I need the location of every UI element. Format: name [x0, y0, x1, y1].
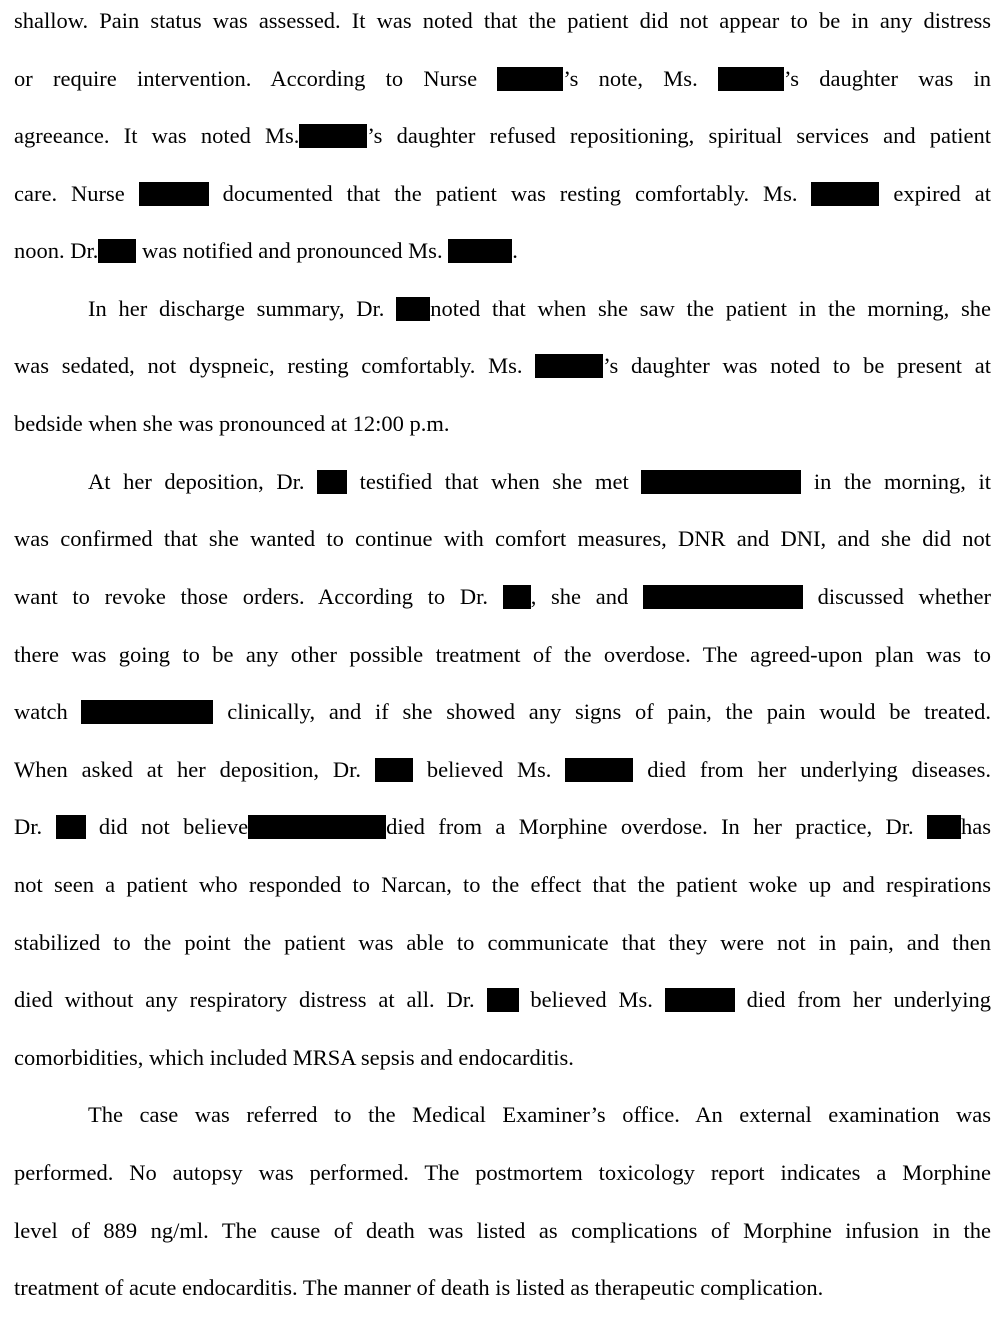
text-line: [88, 294, 991, 324]
line-text: level of 889 ng/ml. The cause of death was listed as complications of Morphine infusion in the: [14, 1218, 991, 1243]
redaction-box: [665, 988, 735, 1012]
line-text: documented that the patient was resting comfortably. Ms.: [208, 181, 812, 206]
line-text: discussed whether: [802, 584, 991, 609]
line-text: comorbidities, which included MRSA sepsis and endocarditis.: [14, 1045, 574, 1070]
line-text: watch: [14, 699, 82, 724]
text-line: [14, 1273, 991, 1303]
text-line: [14, 755, 991, 785]
line-text: was confirmed that she wanted to continue with comfort measures, DNR and DNI, and she did not: [14, 526, 991, 551]
line-text: .: [512, 238, 518, 263]
line-text: The case was referred to the Medical Examiner’s office. An external examination was: [88, 1102, 991, 1127]
line-text: in the morning, it: [801, 469, 991, 494]
text-line: [14, 1158, 991, 1188]
line-text: treatment of acute endocarditis. The manner of death is listed as therapeutic complication.: [14, 1275, 824, 1300]
line-text: performed. No autopsy was performed. The postmortem toxicology report indicates a Morphine: [14, 1160, 991, 1185]
line-text: stabilized to the point the patient was able to communicate that they were not in pain, and then: [14, 930, 991, 955]
text-line: [14, 121, 991, 151]
text-line: [14, 697, 991, 727]
text-line: [14, 351, 991, 381]
line-text: care. Nurse: [14, 181, 139, 206]
line-text: , she and: [530, 584, 643, 609]
text-line: [14, 870, 991, 900]
redaction-box: [641, 470, 801, 494]
line-text: ’s daughter was noted to be present at: [603, 353, 991, 378]
line-text: died without any respiratory distress at all. Dr.: [14, 987, 487, 1012]
redaction-box: [503, 585, 531, 609]
text-line: [14, 524, 991, 554]
line-text: or require intervention. According to Nurse: [14, 66, 498, 91]
text-line: [88, 467, 991, 497]
redaction-box: [248, 815, 386, 839]
text-line: [14, 179, 991, 209]
redaction-box: [396, 297, 430, 321]
redaction-box: [811, 182, 879, 206]
line-text: clinically, and if she showed any signs of pain, the pain would be treated.: [213, 699, 991, 724]
redaction-box: [299, 124, 367, 148]
text-line: [14, 409, 991, 439]
line-text: was sedated, not dyspneic, resting comfortably. Ms.: [14, 353, 536, 378]
redaction-box: [56, 815, 86, 839]
line-text: shallow. Pain status was assessed. It was noted that the patient did not appear to be in any distress: [14, 8, 991, 33]
line-text: noon. Dr.: [14, 238, 99, 263]
line-text: died from her underlying diseases.: [633, 757, 991, 782]
line-text: ’s daughter was in: [783, 66, 991, 91]
line-text: want to revoke those orders. According to Dr.: [14, 584, 503, 609]
redaction-box: [448, 239, 512, 263]
redaction-box: [317, 470, 347, 494]
text-line: [14, 1216, 991, 1246]
redaction-box: [139, 182, 209, 206]
text-line: [14, 812, 991, 842]
line-text: bedside when she was pronounced at 12:00 p.m.: [14, 411, 450, 436]
line-text: expired at: [879, 181, 991, 206]
line-text: died from her underlying: [734, 987, 991, 1012]
text-line: [14, 236, 991, 266]
line-text: At her deposition, Dr.: [88, 469, 318, 494]
line-text: did not believe: [85, 814, 249, 839]
line-text: believed Ms.: [518, 987, 665, 1012]
line-text: ’s daughter refused repositioning, spiritual services and patient: [367, 123, 991, 148]
text-line: [14, 64, 991, 94]
text-line: [14, 6, 991, 36]
line-text: ’s note, Ms.: [563, 66, 718, 91]
redaction-box: [643, 585, 803, 609]
line-text: Dr.: [14, 814, 56, 839]
line-text: died from a Morphine overdose. In her practice, Dr.: [386, 814, 928, 839]
text-line: [14, 640, 991, 670]
text-line: [14, 582, 991, 612]
line-text: When asked at her deposition, Dr.: [14, 757, 375, 782]
line-text: testified that when she met: [347, 469, 642, 494]
line-text: noted that when she saw the patient in the morning, she: [430, 296, 991, 321]
redaction-box: [535, 354, 603, 378]
redaction-box: [375, 758, 413, 782]
redaction-box: [497, 67, 563, 91]
line-text: agreeance. It was noted Ms.: [14, 123, 300, 148]
redaction-box: [81, 700, 213, 724]
redaction-box: [565, 758, 633, 782]
redaction-box: [927, 815, 961, 839]
text-line: [14, 985, 991, 1015]
redaction-box: [718, 67, 784, 91]
line-text: was notified and pronounced Ms.: [136, 238, 449, 263]
line-text: believed Ms.: [412, 757, 566, 782]
redaction-box: [98, 239, 136, 263]
text-line: [14, 928, 991, 958]
line-text: there was going to be any other possible treatment of the overdose. The agreed-upon plan was to: [14, 642, 991, 667]
redaction-box: [487, 988, 519, 1012]
line-text: has: [961, 814, 992, 839]
text-line: [14, 1043, 991, 1073]
text-line: [88, 1100, 991, 1130]
line-text: not seen a patient who responded to Narcan, to the effect that the patient woke up and respirations: [14, 872, 991, 897]
line-text: In her discharge summary, Dr.: [88, 296, 397, 321]
